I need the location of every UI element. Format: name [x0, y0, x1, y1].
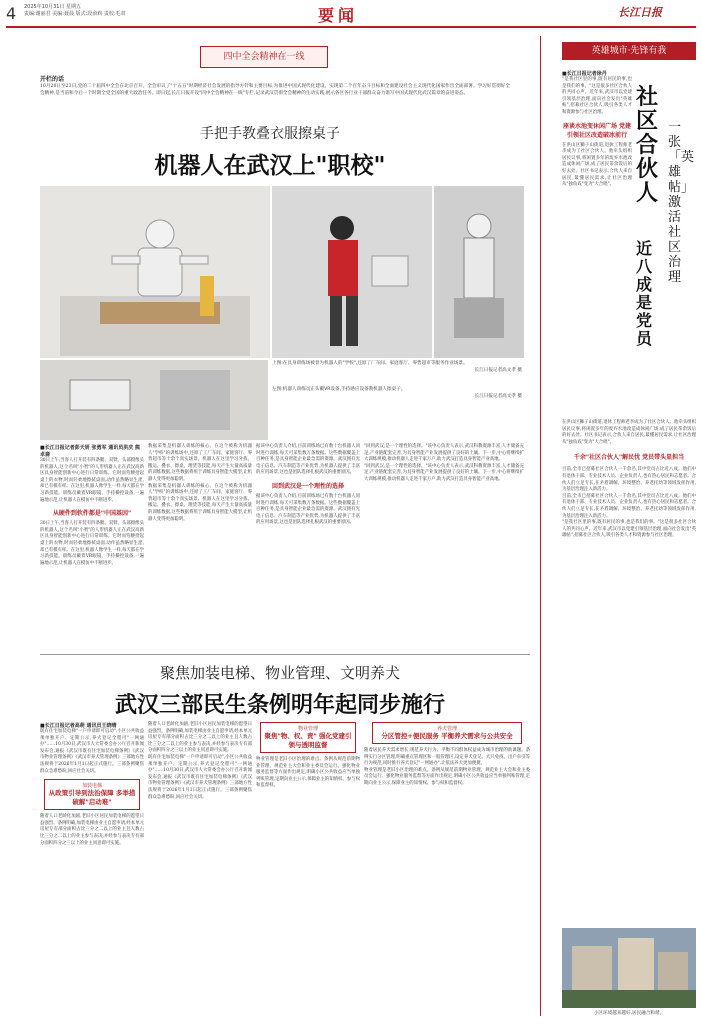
- sidebar-lead-cont: "是我社区里的事,既有居民的事,也是我们的事。"这是很多社区合伙人的共同心声。近年来,武汉市以党建引领基层治理,面向社会发出"英雄帖",招募社区合伙人,吸引各类人才和资源参与社区治理。: [562, 520, 696, 539]
- caption-top-credit: 长江日报记者高文孝 摄: [474, 368, 522, 373]
- sidebar-title-tail: 近八成是党员: [636, 239, 653, 348]
- caption-top-text: 上图:在具身训练场被誉为机器人的"学校",还原了厂车间、家庭客厅、零售超市等服务作业场景。: [272, 361, 468, 366]
- robot-figure-icon: [40, 186, 270, 358]
- box-dog: [372, 722, 522, 744]
- page-number: 4: [6, 4, 17, 23]
- main-body-col1: [40, 444, 144, 567]
- trainer-figure-icon: [272, 186, 432, 358]
- main-col3-text: 据该中心负责人介绍,目前训练场已有数十台机器人同时进行训练,每天可采集数万条数据。这些数据覆盖上百种任务,是具身智能企业最急需的资源。武汉拥有光电子信息、汽车制造等产业优势,为机器人提供了丰富的应用场景,这也是团队选择扎根武汉的重要原因。: [256, 444, 360, 476]
- sidebar-body-2: 目前,全市已招募社区合伙人一千余名,其中党员占比近八成。他们中有退休干部、专业技术人员、企业负责人,也有热心居民和志愿者。合伙人们立足专长,在矛盾调解、环境整治、养老托幼等领域发挥作用,为基层治理注入新活力。: [562, 467, 696, 493]
- bottom-byline: ■长江日报记者高萌 通讯员王晓晴: [40, 723, 117, 729]
- vr-headset-icon: [40, 360, 268, 440]
- bottom-subhead: 聚焦加装电梯、物业管理、文明养犬: [159, 664, 400, 682]
- photo-caption-bottom: [272, 386, 522, 400]
- issue-meta: [24, 4, 126, 18]
- caption-bottom-text: 左图:机器人训练员正头戴VR设备,手持感应设备教机器人擦桌子。: [272, 387, 406, 392]
- sidebar-photo-caption: 小区环境越来越好,居民融合和谐。: [593, 1011, 665, 1016]
- sidebar-tag: 英雄城市·先锋有我: [562, 42, 696, 60]
- main-col4-text: "回到武汉,是一个理性的选择。"该中心负责人表示,武汉科教资源丰富,人才储备充足,产业链配套完善,为具身智能产业发展提供了良好的土壤。下一步,中心将继续扩大训练规模,推动机器人走进千家万户,助力武汉打造具身智能产业高地。: [364, 444, 524, 463]
- bottom-body-col3: [256, 722, 360, 790]
- sidebar-body-2-cont: 目前,全市已招募社区合伙人一千余名,其中党员占比近八成。他们中有退休干部、专业技术人员、企业负责人,也有热心居民和志愿者。合伙人们立足专长,在矛盾调解、环境整治、养老托幼等领域发挥作用,为基层治理注入新活力。: [562, 493, 696, 519]
- box-property-label: 物业管理: [297, 726, 318, 732]
- photo-caption-top: [272, 360, 522, 374]
- column-tag: 四中全会精神在一线: [200, 46, 328, 68]
- sidebar-subtitle: 一张「英雄帖」激活社区治理: [668, 120, 695, 285]
- bottom-body-col4: [364, 722, 530, 788]
- sidebar-photo: [562, 928, 696, 1008]
- sidebar-col-bottom: [562, 420, 696, 540]
- training-scene-photo: [40, 360, 268, 440]
- bottom-col1-text-cont: 随着人口老龄化加剧,老旧小区居民加装电梯的愿望日益强烈。条例明确,加装电梯由业主自愿申请,经本单元房屋专有部分面积占比三分之二以上的业主且人数占比三分之二以上的业主参与表决,并经参与表决专有部分面积四分之三以上的业主同意即可实施。: [40, 814, 144, 846]
- intro-title: 开栏的话: [40, 76, 65, 83]
- box-dog-label: 养犬管理: [436, 726, 457, 732]
- box-property-title: 聚焦"物、权、责" 强化党建引领与透明监督: [264, 732, 352, 749]
- main-col2-text: 数据采集是机器人训练的核心。在这个被称为机器人"学校"的训练场中,还原了工厂车间、家庭客厅、零售超市等十余个真实场景。机器人在这里学习分拣、搬运、叠衣、擦桌、理货等技能,每天产生大量高质量的训练数据,这些数据将用于训练具身智能大模型,让机器人变得更加聪明。: [148, 444, 252, 482]
- bottom-col4-text-cont: 物业管理是老旧小区治理的难点。条例从规范前期物业管理、规范业主大会和业主委员会运行、强化物业服务监督等方面作出规定,明确小区公共收益应当单独列账管理,定期向业主公示,保障业主的知情权、参与权和监督权。: [364, 767, 530, 786]
- editors-line: 责编:谢丽君 美编:聂晨 版式:段俞莉 责校:毛双: [24, 11, 126, 17]
- main-body-col3: [256, 444, 360, 527]
- section-title: 要闻: [318, 6, 359, 25]
- sidebar-heading-1: 座谈水池变休闲广场 党建引领社区改造破冰前行: [562, 122, 632, 139]
- main-col4-text-cont: "回到武汉,是一个理性的选择。"该中心负责人表示,武汉科教资源丰富,人才储备充足,产业链配套完善,为具身智能产业发展提供了良好的土壤。下一步,中心将继续扩大训练规模,推动机器人走进千家万户,助力武汉打造具身智能产业高地。: [364, 463, 524, 482]
- intro-text: 10月20日至23日,党的二十届四中全会在北京召开。全会审议了"十五五"时期经济社会发展的指导方针和主要目标,为推进中国式现代化建设、实现第二个百年奋斗目标和全面建设社会主义现代化国家作出全面部署。学习好贯彻好全会精神,是当前和今后一个时期全党全国的重大政治任务。即日起,长江日报开设"四中全会精神在一线"专栏,记录武汉贯彻全会精神的生动实践,展示各区各行业干部群众奋力谱写中国式现代化武汉篇章的奋进姿态。: [40, 84, 510, 96]
- box-property: [260, 722, 356, 753]
- sidebar-col-left: [562, 70, 632, 189]
- main-col3-text-cont: 据该中心负责人介绍,目前训练场已有数十台机器人同时进行训练,每天可采集数万条数据。这些数据覆盖上百种任务,是具身智能企业最急需的资源。武汉拥有光电子信息、汽车制造等产业优势,为机器人提供了丰富的应用场景,这也是团队选择扎根武汉的重要原因。: [256, 493, 360, 526]
- bottom-headline: 武汉三部民生条例明年起同步施行: [114, 693, 445, 718]
- box-elevator-title: 从政策引导到法治保障 多举措破解"启动难": [48, 789, 136, 807]
- bottom-col2-text-cont: 既有住宅加装电梯"一户申请即可启动",小区公共收益须单独开户、定期公示,养犬登记全程可"一网通办"……10月30日,武汉市人大常委会办公厅召开新闻发布会,通报《武汉市既有住宅加装电梯条例》《武汉市物业管理条例》《武汉市养犬管理条例》三部地方性法规将于2026年1月1日起正式施行。三部条例聚焦群众急难愁盼,回应社会关切。: [148, 754, 252, 800]
- sidebar-title-text: 社区合伙人: [636, 85, 659, 206]
- trainer-vr-photo: [272, 186, 432, 358]
- bottom-col2-text: 随着人口老龄化加剧,老旧小区居民加装电梯的愿望日益强烈。条例明确,加装电梯由业主自愿申请,经本单元房屋专有部分面积占比三分之二以上的业主且人数占比三分之二以上的业主参与表决,并经参与表决专有部分面积四分之三以上的业主同意即可实施。: [148, 722, 252, 754]
- story-divider: [40, 654, 530, 655]
- sidebar-body-1-cont: 在洪山区狮子山街道,退休工程师老李成为了社区合伙人。他牵头组织居民议事,将闲置多年的废弃水池改造成休闲广场,成了居民茶余饭后的好去处。社区书记表示,合伙人来自居民,最懂居民需求,让社区治理从"独角戏"变为"大合唱"。: [562, 420, 696, 445]
- sidebar-body-1: 在洪山区狮子山街道,退休工程师老李成为了社区合伙人。他牵头组织居民议事,将闲置多年的废弃水池改造成休闲广场,成了居民茶余饭后的好去处。社区书记表示,合伙人来自居民,最懂居民需求,让社区治理从"独角戏"变为"大合唱"。: [562, 142, 632, 188]
- robot-arm-photo: [434, 186, 524, 358]
- box-dog-title: 分区管控+便民服务 平衡养犬需求与公共安全: [381, 732, 513, 740]
- main-col2-text-cont: 数据采集是机器人训练的核心。在这个被称为机器人"学校"的训练场中,还原了工厂车间、家庭客厅、零售超市等十余个真实场景。机器人在这里学习分拣、搬运、叠衣、擦桌、理货等技能,每天产生大量高质量的训练数据,这些数据将用于训练具身智能大模型,让机器人变得更加聪明。: [148, 483, 252, 522]
- main-section-heading-2: 回到武汉是一个理性的选择: [271, 482, 344, 490]
- main-body-col2: [148, 444, 252, 523]
- date-line: 2025年10月31日 星期五: [24, 4, 82, 10]
- bottom-body-col1: [40, 722, 144, 847]
- main-headline: 机器人在武汉上"职校": [154, 153, 386, 179]
- main-col1-text-cont: 30日上午,当客人打开装有四条腿、双臂、头部摄像头的机器人,这个名叫"小智"的人形机器人正在武汉高新区具身智能创新中心进行日常训练。它时而弯腰拾起桌上的衣物,时而轻柔地擦拭桌面,动作虽然略显生涩,却已有模有样。在这里,机器人像学生一样,每天都在学习新技能。训练员戴着VR眼镜、手持操控设备,一遍遍地示范,让机器人在模仿中不断进步。: [40, 521, 144, 566]
- main-subhead: 手把手教叠衣服擦桌子: [200, 126, 340, 142]
- main-section-heading-1: 从硬件到软件都是"中国基因": [52, 510, 132, 518]
- sidebar-heading-2: 千余"社区合伙人"解民忧 党员带头显担当: [573, 454, 685, 462]
- box-elevator: [44, 779, 140, 810]
- sidebar-divider: [540, 36, 541, 1016]
- bottom-body-col2: [148, 722, 252, 801]
- newspaper-logo: 长江日报: [618, 6, 662, 19]
- bottom-col4-text: 随着居民养犬需求增长,规范养犬行为、平衡不同群体权益成为城市治理的新课题。条例实行分区管理,明确重点管理区和一般管理区,设定养犬登记、犬只免疫、出户牵引等行为规范,同时推行养犬登记"一网通办",让依法养犬更加便捷。: [364, 748, 530, 767]
- main-body-col4: [364, 444, 524, 484]
- main-byline: ■长江日报记者彭天妍 张勇军 通讯员洪庆 熊卓裔: [40, 445, 140, 458]
- header-rule: [6, 26, 696, 28]
- caption-bottom-credit: 长江日报记者高文孝 摄: [474, 394, 522, 399]
- robot-training-photo-left: [40, 186, 270, 358]
- robot-arm-icon: [434, 186, 524, 358]
- bottom-col3-text: 物业管理是老旧小区治理的难点。条例从规范前期物业管理、规范业主大会和业主委员会运行、强化物业服务监督等方面作出规定,明确小区公共收益应当单独列账管理,定期向业主公示,保障业主的知情权、参与权和监督权。: [256, 757, 360, 789]
- box-elevator-label: 加装电梯: [81, 783, 102, 790]
- community-building-icon: [562, 928, 696, 1008]
- sidebar-byline: ■长江日报记者徐丹: [562, 71, 607, 77]
- main-col1-text: 30日上午,当客人打开装有四条腿、双臂、头部摄像头的机器人,这个名叫"小智"的人形机器人正在武汉高新区具身智能创新中心进行日常训练。它时而弯腰拾起桌上的衣物,时而轻柔地擦拭桌面,动作虽然略显生涩,却已有模有样。在这里,机器人像学生一样,每天都在学习新技能。训练员戴着VR眼镜、手持操控设备,一遍遍地示范,让机器人在模仿中不断进步。: [40, 458, 144, 503]
- bottom-col1-text: 既有住宅加装电梯"一户申请即可启动",小区公共收益须单独开户、定期公示,养犬登记全程可"一网通办"……10月30日,武汉市人大常委会办公厅召开新闻发布会,通报《武汉市既有住宅加装电梯条例》《武汉市物业管理条例》《武汉市养犬管理条例》三部地方性法规将于2026年1月1日起正式施行。三部条例聚焦群众急难愁盼,回应社会关切。: [40, 729, 144, 774]
- intro-block: [40, 74, 510, 97]
- sidebar-title: [636, 86, 664, 206]
- sidebar-lead: "是我社区里的事,既有居民的事,也是我们的事。"这是很多社区合伙人的共同心声。近年来,武汉市以党建引领基层治理,面向社会发出"英雄帖",招募社区合伙人,吸引各类人才和资源参与社区治理。: [562, 77, 632, 115]
